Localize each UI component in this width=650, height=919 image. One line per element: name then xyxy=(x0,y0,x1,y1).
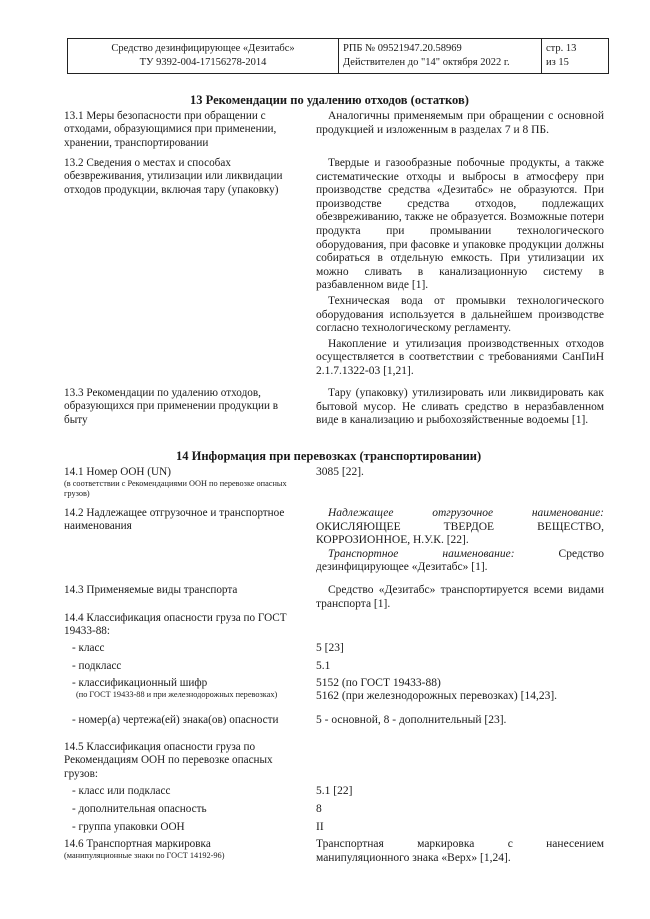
section-14-2-value xyxy=(316,507,604,575)
section-14-2-shipping-name xyxy=(316,507,604,548)
section-14-4-label: 14.4 Классификация опасности груза по ГОСТ 19433-88: xyxy=(64,612,287,638)
section-14-3-value xyxy=(316,584,604,611)
shipping-name-lead: Надлежащее отгрузочное наименование: xyxy=(328,507,604,519)
section-13-3-paragraph: Тару (упаковку) утилизировать или ликвидировать как бытовой мусор. Не сливать средство в неразбавленном виде в канализацию и рыбохозяйственные водоемы [1]. xyxy=(316,387,604,427)
header-product-name: Средство дезинфицирующее «Дезитабс» xyxy=(111,43,295,54)
section-13-3-label: 13.3 Рекомендации по удалению отходов, образующихся при применении продукции в быту xyxy=(64,387,279,426)
section-13-3-text xyxy=(316,387,604,428)
section-14-2-transport-name xyxy=(316,548,604,575)
header-page-total: из 15 xyxy=(546,57,569,68)
section-13-1-paragraph: Аналогичны применяемым при обращении с основной продукцией и изложенным в разделах 7 и 8 ПБ. xyxy=(316,110,604,136)
section-14-title: 14 Информация при перевозках (транспортировании) xyxy=(176,449,482,463)
classification-code-value xyxy=(316,677,604,704)
transport-name-lead: Транспортное наименование: xyxy=(328,547,515,560)
section-14-3-label: 14.3 Применяемые виды транспорта xyxy=(64,584,238,596)
classification-code-title: - классификационный шифр xyxy=(72,677,208,689)
hazard-sign-value: 5 - основной, 8 - дополнительный [23]. xyxy=(316,714,507,726)
shipping-name-text: ОКИСЛЯЮЩЕЕ ТВЕРДОЕ ВЕЩЕСТВО, КОРРОЗИОННОЕ, Н.У.К. [22]. xyxy=(316,520,604,547)
header-page-cell xyxy=(542,39,608,73)
additional-hazard-value: 8 xyxy=(316,803,322,815)
section-14-5-label: 14.5 Классификация опасности груза по Рекомендациям ООН по перевозке опасных грузов: xyxy=(64,741,273,780)
section-13-2-paragraph-1: Твердые и газообразные побочные продукты, а также систематические отходы и выбросы в атмосферу при производстве средства «Дезитабс» не образуются. При производстве средства отходов, подлежащих обезвреживанию, также не образуется. Возможные потери продукта при промывании технологического оборудования, при фасовке и упаковке продукции должны собираться в отдельную емкость. При утилизации их можно сливать в канализационную систему в разбавленном виде [1]. xyxy=(316,157,604,292)
section-13-1-text xyxy=(316,110,604,137)
section-13-title: 13 Рекомендации по удалению отходов (остатков) xyxy=(190,93,469,107)
classification-code-note: (по ГОСТ 19433-88 и при железнодорожных перевозках) xyxy=(76,690,278,700)
section-13-2-paragraph-3: Накопление и утилизация производственных отходов осуществляется в соответствии с требованиями СанПиН 2.1.7.1322-03 [1,21]. xyxy=(316,337,604,377)
classification-code-value-1: 5152 (по ГОСТ 19433-88) xyxy=(316,677,441,689)
additional-hazard-label: - дополнительная опасность xyxy=(72,803,207,815)
section-13-1-label: 13.1 Меры безопасности при обращении с отходами, образующимися при применении, хранении, транспортировании xyxy=(64,110,277,149)
section-14-6-value xyxy=(316,838,604,865)
un-class-value: 5.1 [22] xyxy=(316,785,353,797)
section-14-1-title: 14.1 Номер ООН (UN) xyxy=(64,466,171,478)
section-14-6-note: (манипуляционные знаки по ГОСТ 14192-96) xyxy=(64,851,225,861)
hazard-class-value: 5 [23] xyxy=(316,642,344,654)
section-14-1-value: 3085 [22]. xyxy=(316,466,364,478)
packing-group-value: II xyxy=(316,821,324,833)
section-14-2-label: 14.2 Надлежащее отгрузочное и транспортное наименования xyxy=(64,507,285,533)
page-header-table xyxy=(67,38,609,74)
hazard-subclass-label: - подкласс xyxy=(72,660,122,672)
header-doc-validity: Действителен до "14" октября 2022 г. xyxy=(343,57,510,68)
section-14-3-paragraph: Средство «Дезитабс» транспортируется всеми видами транспорта [1]. xyxy=(316,584,604,610)
header-product-cell xyxy=(68,39,339,73)
section-14-1-note: (в соответствии с Рекомендациями ООН по перевозке опасных грузов) xyxy=(64,479,287,499)
header-product-spec: ТУ 9392-004-17156278-2014 xyxy=(139,57,267,68)
header-page-number: стр. 13 xyxy=(546,43,577,54)
section-13-2-paragraph-2: Техническая вода от промывки технологического оборудования используется в дальнейшем производстве согласно технологическому регламенту. xyxy=(316,294,604,335)
section-13-2-text xyxy=(316,157,604,379)
section-14-6-title: 14.6 Транспортная маркировка xyxy=(64,838,211,850)
header-doc-number: РПБ № 09521947.20.58969 xyxy=(343,43,462,54)
section-14-1-label xyxy=(64,466,296,499)
header-doc-cell xyxy=(339,39,542,73)
un-class-label: - класс или подкласс xyxy=(72,785,171,797)
section-14-6-paragraph: Транспортная маркировка с нанесением манипуляционного знака «Верх» [1,24]. xyxy=(316,838,604,864)
section-13-2-label: 13.2 Сведения о местах и способах обезвреживания, утилизации или ликвидации отходов продукции, включая тару (упаковку) xyxy=(64,157,283,196)
hazard-subclass-value: 5.1 xyxy=(316,660,331,672)
transport-name-text: Средство дезинфицирующее «Дезитабс» [1]. xyxy=(316,547,604,574)
section-14-6-label xyxy=(64,838,296,861)
packing-group-label: - группа упаковки ООН xyxy=(72,821,185,833)
hazard-sign-label: - номер(а) чертежа(ей) знака(ов) опасности xyxy=(72,714,279,726)
classification-code-label xyxy=(72,677,312,700)
classification-code-value-2: 5162 (при железнодорожных перевозках) [14,23]. xyxy=(316,690,558,703)
hazard-class-label: - класс xyxy=(72,642,105,654)
